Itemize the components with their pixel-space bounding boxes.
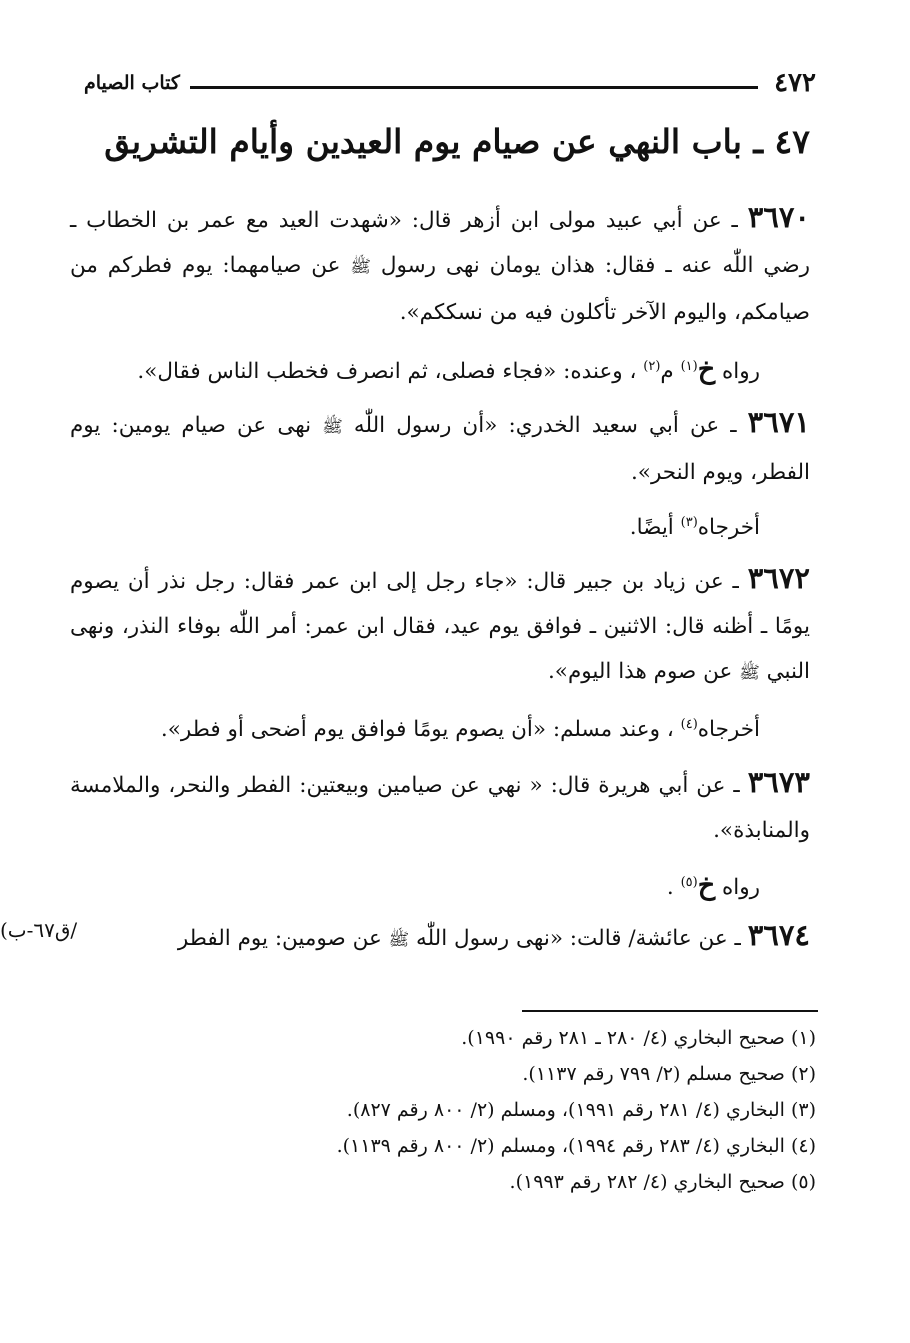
hadith-text: ـ عن زياد بن جبير قال: «جاء رجل إلى ابن عمر فقال: رجل نذر أن يصوم يومًا ـ أظنه قال: الاثنين ـ فوافق يوم عيد، فقال ابن عمر: أمر اللّٰه بوفاء النذر، ونهى النبي	[70, 569, 810, 684]
hadith-3672	[70, 556, 810, 696]
footnote: (٥) صحيح البخاري (٤/ ٢٨٢ رقم ١٩٩٣).	[509, 1171, 816, 1193]
hadith-text: ـ عن عائشة/ قالت: «نهى رسول اللّٰه	[409, 926, 748, 951]
note-text: أخرجاه	[697, 515, 760, 541]
footnote: (١) صحيح البخاري (٤/ ٢٨٠ ـ ٢٨١ رقم ١٩٩٠).	[461, 1027, 816, 1049]
hadith-number: ٣٦٧٢	[747, 561, 810, 595]
footnote-ref: (٣)	[680, 515, 698, 530]
note-text: رواه	[715, 875, 760, 901]
hadith-text: عن صيامهما: يوم فطركم من صيامكم، واليوم الآخر تأكلون فيه من نسككم».	[70, 253, 810, 325]
hadith-text: ـ عن أبي عبيد مولى ابن أزهر قال: «شهدت العيد مع عمر بن الخطاب ـ رضي اللّٰه عنه ـ فقال: هذان يومان نهى رسول	[70, 208, 810, 278]
note-text: ، وعنده: «فجاء فصلى، ثم انصرف فخطب الناس فقال».	[137, 359, 644, 385]
hadith-3670	[70, 195, 810, 335]
hadith-3674	[70, 913, 810, 963]
hadith-text: نهى عن صيام يومين: يوم الفطر، ويوم النحر».	[70, 413, 810, 485]
page-number: ٤٧٢	[774, 68, 816, 98]
hadith-text: عن صومين: يوم الفطر	[177, 926, 389, 951]
book-title: كتاب الصيام	[84, 72, 180, 94]
header-rule	[190, 86, 758, 89]
chapter-title: ٤٧ ـ باب النهي عن صيام يوم العيدين وأيام التشريق	[104, 122, 810, 161]
footnote: (٢) صحيح مسلم (٢/ ٧٩٩ رقم ١١٣٧).	[522, 1063, 816, 1085]
note-siglum: م	[660, 359, 681, 385]
footnote-ref: (٢)	[643, 359, 661, 374]
salawat-symbol: ﷺ	[739, 663, 760, 683]
hadith-3673	[70, 760, 810, 853]
footnote-ref: (٥)	[680, 875, 698, 890]
footnote-ref: (٤)	[680, 717, 698, 732]
salawat-symbol: ﷺ	[388, 930, 410, 950]
manuscript-margin-note: /ق٦٧-ب)	[0, 918, 78, 942]
hadith-number: ٣٦٧٤	[747, 918, 810, 952]
salawat-symbol: ﷺ	[350, 257, 371, 277]
footnote-rule	[522, 1010, 818, 1012]
note-text: رواه	[715, 359, 760, 385]
hadith-3670-note	[137, 344, 760, 394]
note-text: .	[666, 875, 681, 901]
note-siglum: خ	[697, 870, 716, 902]
footnote: (٣) البخاري (٤/ ٢٨١ رقم ١٩٩١)، ومسلم (٢/ ٨٠٠ رقم ٨٢٧).	[346, 1099, 816, 1121]
hadith-3671-note	[630, 500, 760, 550]
note-text: أيضًا.	[629, 515, 681, 541]
note-siglum: خ	[697, 354, 716, 386]
note-text: أخرجاه	[697, 717, 760, 743]
hadith-3671	[70, 400, 810, 495]
salawat-symbol: ﷺ	[322, 417, 343, 437]
hadith-3673-note	[667, 860, 760, 910]
hadith-number: ٣٦٧٣	[747, 765, 810, 799]
hadith-number: ٣٦٧١	[747, 405, 810, 439]
hadith-3672-note	[161, 702, 760, 752]
hadith-text: عن صوم هذا اليوم».	[547, 659, 740, 684]
footnote-ref: (١)	[680, 359, 698, 374]
hadith-text: ـ عن أبي سعيد الخدري: «أن رسول اللّٰه	[342, 413, 748, 438]
hadith-text: ـ عن أبي هريرة قال: « نهي عن صيامين وبيعتين: الفطر والنحر، والملامسة والمنابذة».	[70, 773, 810, 843]
footnote: (٤) البخاري (٤/ ٢٨٣ رقم ١٩٩٤)، ومسلم (٢/ ٨٠٠ رقم ١١٣٩).	[336, 1135, 816, 1157]
note-text: ، وعند مسلم: «أن يصوم يومًا فوافق يوم أضحى أو فطر».	[160, 717, 681, 743]
hadith-number: ٣٦٧٠	[747, 200, 810, 234]
